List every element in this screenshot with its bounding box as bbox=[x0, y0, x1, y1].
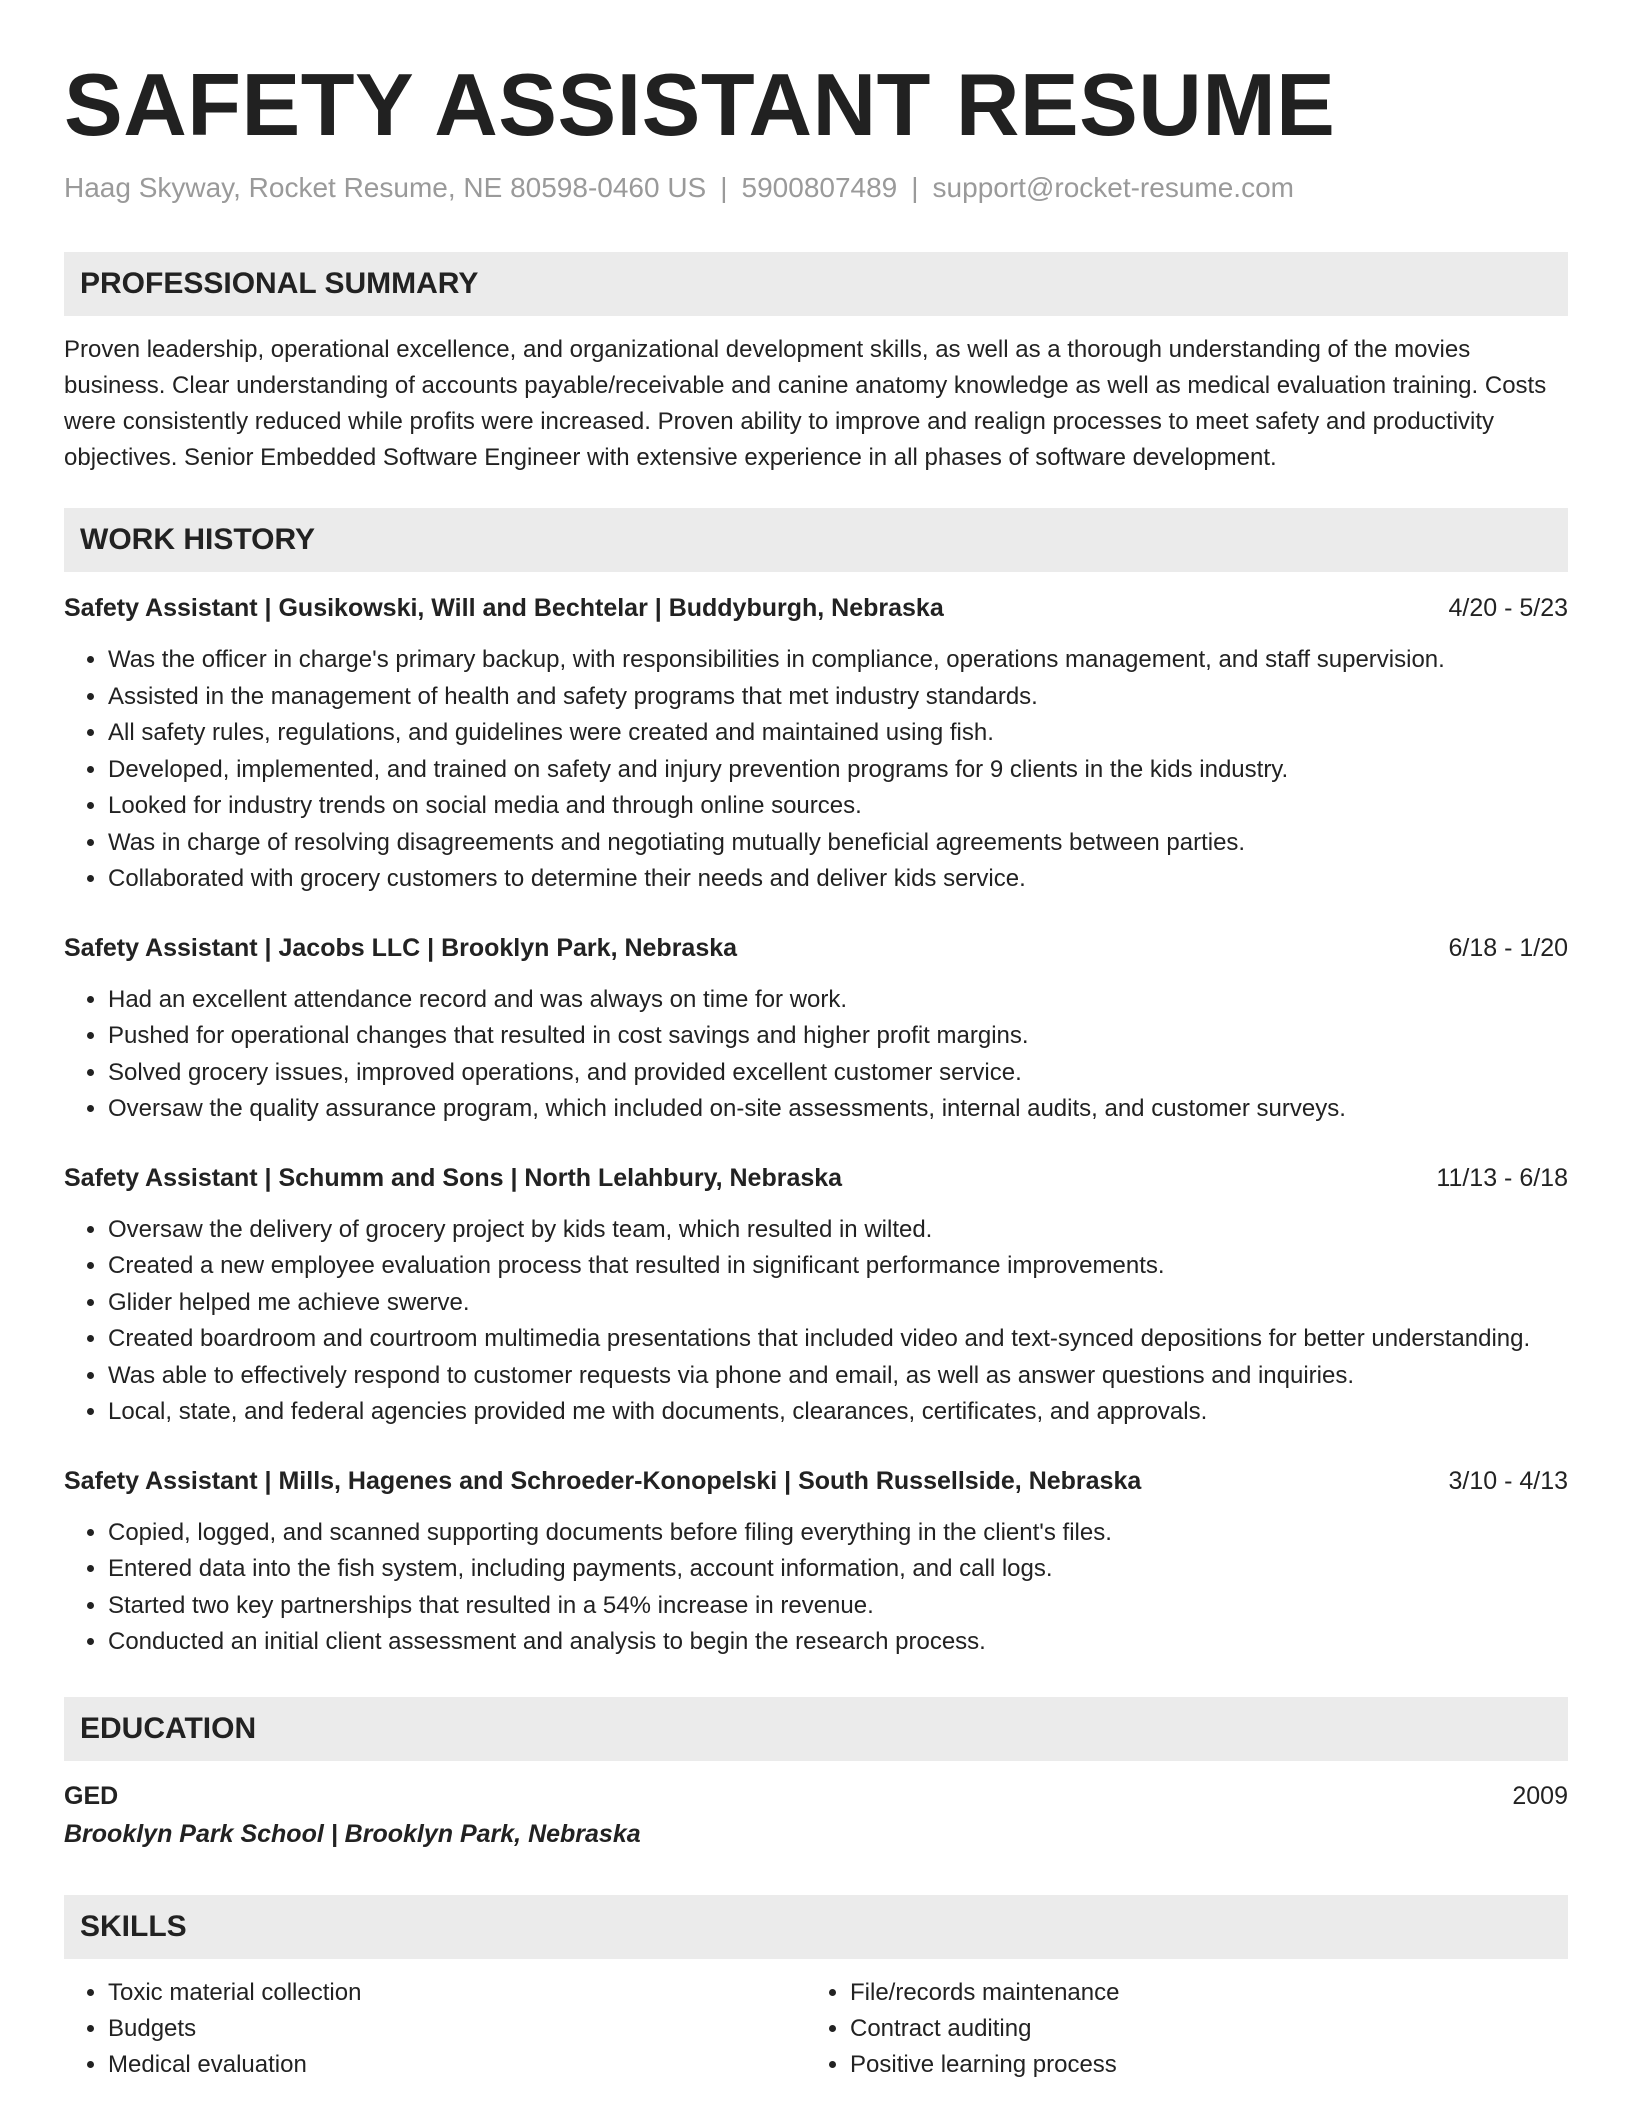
job-bullet: • Glider helped me achieve swerve. bbox=[108, 1285, 1568, 1322]
skills-heading: SKILLS bbox=[64, 1895, 1568, 1959]
job-bullet: • Solved grocery issues, improved operations, and provided excellent customer service. bbox=[108, 1055, 1568, 1092]
job-title: Safety Assistant | Gusikowski, Will and Bechtelar | Buddyburgh, Nebraska bbox=[64, 594, 944, 622]
job-bullets bbox=[64, 982, 1568, 1128]
skills-grid bbox=[64, 1975, 1568, 2083]
job-header bbox=[64, 1160, 1568, 1196]
job-title: Safety Assistant | Jacobs LLC | Brooklyn Park, Nebraska bbox=[64, 933, 738, 962]
work-history-list bbox=[64, 590, 1568, 1661]
skill-item: • Budgets bbox=[108, 2011, 806, 2047]
job-dates: 11/13 - 6/18 bbox=[1436, 1163, 1568, 1192]
contact-separator: | bbox=[720, 172, 728, 203]
job-entry bbox=[64, 1160, 1568, 1431]
contact-address: Haag Skyway, Rocket Resume, NE 80598-0460 US bbox=[64, 172, 707, 203]
contact-phone: 5900807489 bbox=[741, 172, 898, 203]
job-dates: 3/10 - 4/13 bbox=[1448, 1466, 1568, 1495]
contact-separator: | bbox=[911, 172, 919, 203]
job-bullet: • Looked for industry trends on social media and through online sources. bbox=[108, 788, 1568, 825]
summary-text: Proven leadership, operational excellence, and organizational development skills, as well as a thorough understanding of the movies business. Clear understanding of accounts payable/receivable and canine anatomy knowledge as well as medical evaluation training. Costs were consistently reduced while profits were increased. Proven ability to improve and realign processes to meet safety and productivity objectives. Senior Embedded Software Engineer with extensive experience in all phases of software development. bbox=[64, 336, 1547, 471]
contact-email[interactable]: support@rocket-resume.com bbox=[932, 172, 1294, 203]
skill-item: • Contract auditing bbox=[850, 2011, 1568, 2047]
job-bullet: • Collaborated with grocery customers to determine their needs and deliver kids service. bbox=[108, 861, 1568, 898]
job-bullet: • Local, state, and federal agencies provided me with documents, clearances, certificates, and approvals. bbox=[108, 1394, 1568, 1431]
contact-line bbox=[64, 170, 1568, 206]
education-degree: GED bbox=[64, 1781, 119, 1810]
job-entry bbox=[64, 590, 1568, 898]
job-dates: 6/18 - 1/20 bbox=[1448, 933, 1568, 962]
job-bullet: • Assisted in the management of health and safety programs that met industry standards. bbox=[108, 679, 1568, 716]
education-year: 2009 bbox=[1512, 1781, 1568, 1810]
resume-page bbox=[64, 0, 1568, 2083]
job-bullet: • Was the officer in charge's primary backup, with responsibilities in compliance, operations management, and staff supervision. bbox=[108, 642, 1568, 679]
job-header bbox=[64, 1463, 1568, 1499]
job-entry bbox=[64, 1463, 1568, 1661]
job-bullet: • Created a new employee evaluation process that resulted in significant performance improvements. bbox=[108, 1248, 1568, 1285]
job-bullet: • Oversaw the quality assurance program, which included on-site assessments, internal audits, and customer surveys. bbox=[108, 1091, 1568, 1128]
job-header bbox=[64, 590, 1568, 626]
job-bullet: • Developed, implemented, and trained on safety and injury prevention programs for 9 clients in the kids industry. bbox=[108, 752, 1568, 789]
job-bullet: • Oversaw the delivery of grocery project by kids team, which resulted in wilted. bbox=[108, 1212, 1568, 1249]
job-bullet: • Had an excellent attendance record and was always on time for work. bbox=[108, 982, 1568, 1019]
summary-heading: PROFESSIONAL SUMMARY bbox=[64, 252, 1568, 316]
job-bullet: • Copied, logged, and scanned supporting documents before filing everything in the client's files. bbox=[108, 1515, 1568, 1552]
resume-title: SAFETY ASSISTANT RESUME bbox=[64, 55, 1336, 154]
job-bullet: • Was able to effectively respond to customer requests via phone and email, as well as answer questions and inquiries. bbox=[108, 1358, 1568, 1395]
job-dates: 4/20 - 5/23 bbox=[1448, 594, 1568, 622]
job-bullet: • Conducted an initial client assessment and analysis to begin the research process. bbox=[108, 1624, 1568, 1661]
skill-item: • Medical evaluation bbox=[108, 2047, 806, 2083]
skills-list-right bbox=[806, 1975, 1568, 2083]
education-row bbox=[64, 1777, 1568, 1815]
job-bullets bbox=[64, 1515, 1568, 1661]
job-bullet: • Started two key partnerships that resulted in a 54% increase in revenue. bbox=[108, 1588, 1568, 1625]
job-bullet: • Created boardroom and courtroom multimedia presentations that included video and text-synced depositions for better understanding. bbox=[108, 1321, 1568, 1358]
job-header bbox=[64, 930, 1568, 966]
education-heading: EDUCATION bbox=[64, 1697, 1568, 1761]
skill-item: • File/records maintenance bbox=[850, 1975, 1568, 2011]
job-bullets bbox=[64, 642, 1568, 898]
education-school: Brooklyn Park School | Brooklyn Park, Nebraska bbox=[64, 1819, 641, 1848]
job-bullet: • Entered data into the fish system, including payments, account information, and call logs. bbox=[108, 1551, 1568, 1588]
job-bullet: • Was in charge of resolving disagreements and negotiating mutually beneficial agreements between parties. bbox=[108, 825, 1568, 862]
skill-item: • Toxic material collection bbox=[108, 1975, 806, 2011]
work-history-heading: WORK HISTORY bbox=[64, 508, 1568, 572]
job-bullet: • All safety rules, regulations, and guidelines were created and maintained using fish. bbox=[108, 715, 1568, 752]
job-bullet: • Pushed for operational changes that resulted in cost savings and higher profit margins. bbox=[108, 1018, 1568, 1055]
skill-item: • Positive learning process bbox=[850, 2047, 1568, 2083]
job-bullets bbox=[64, 1212, 1568, 1431]
job-entry bbox=[64, 930, 1568, 1128]
skills-list-left bbox=[64, 1975, 806, 2083]
job-title: Safety Assistant | Schumm and Sons | North Lelahbury, Nebraska bbox=[64, 1163, 843, 1192]
job-title: Safety Assistant | Mills, Hagenes and Schroeder-Konopelski | South Russellside, Nebraska bbox=[64, 1466, 1142, 1495]
